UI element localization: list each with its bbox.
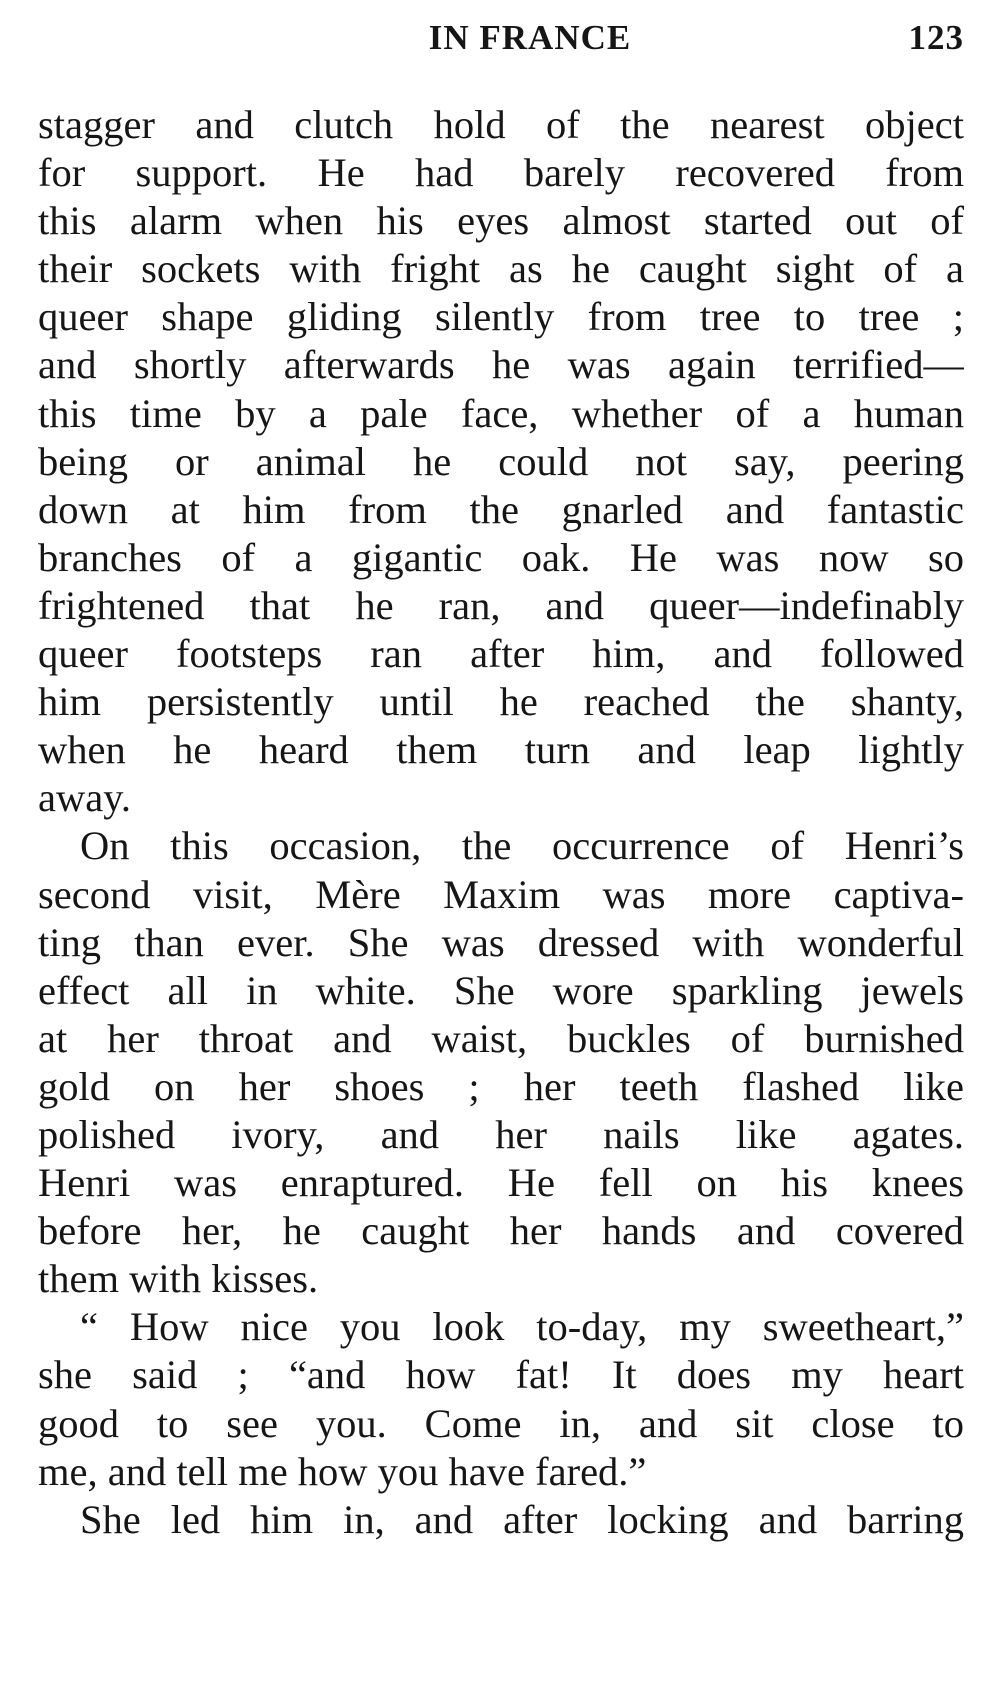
text-line: down at him from the gnarled and fantastic (38, 486, 964, 532)
running-head (36, 18, 964, 68)
running-title: IN FRANCE (428, 18, 632, 57)
text-line: On this occasion, the occurrence of Henri’s (80, 823, 964, 869)
text-line: and shortly afterwards he was again terrified— (38, 342, 964, 388)
text-line: this alarm when his eyes almost started out of (38, 198, 964, 244)
text-line: away. (38, 775, 131, 821)
text-line: stagger and clutch hold of the nearest object (38, 102, 964, 147)
text-line: when he heard them turn and leap lightly (38, 727, 964, 773)
text-line: this time by a pale face, whether of a human (38, 390, 964, 436)
text-line: Henri was enraptured. He fell on his knees (38, 1160, 964, 1206)
text-line: ting than ever. She was dressed with wonderful (38, 919, 964, 965)
text-line: frightened that he ran, and queer—indefinably (38, 582, 964, 628)
text-line: their sockets with fright as he caught sight of a (38, 246, 964, 292)
page-number: 123 (908, 18, 964, 57)
text-line: branches of a gigantic oak. He was now so (38, 534, 964, 580)
text-line: polished ivory, and her nails like agates. (38, 1111, 964, 1157)
text-line: second visit, Mère Maxim was more captiva- (38, 871, 964, 917)
text-line: gold on her shoes ; her teeth flashed like (38, 1063, 964, 1109)
text-line: “ How nice you look to-day, my sweetheart,” (80, 1304, 964, 1350)
text-line: before her, he caught her hands and covered (38, 1208, 964, 1254)
text-line: being or animal he could not say, peering (38, 438, 964, 484)
text-line: queer footsteps ran after him, and followed (38, 631, 964, 677)
text-line: at her throat and waist, buckles of burnished (38, 1015, 964, 1061)
text-line: them with kisses. (38, 1256, 319, 1302)
text-line: She led him in, and after locking and barring (80, 1496, 964, 1542)
text-line: for support. He had barely recovered from (38, 150, 964, 196)
text-line: me, and tell me how you have fared.” (38, 1448, 647, 1494)
text-line: him persistently until he reached the shanty, (38, 679, 964, 725)
text-line: queer shape gliding silently from tree to tree ; (38, 294, 964, 340)
text-line: good to see you. Come in, and sit close to (38, 1400, 964, 1446)
body-text (38, 101, 964, 1544)
text-line: effect all in white. She wore sparkling jewels (38, 967, 964, 1013)
text-line: she said ; “and how fat! It does my heart (38, 1352, 964, 1398)
